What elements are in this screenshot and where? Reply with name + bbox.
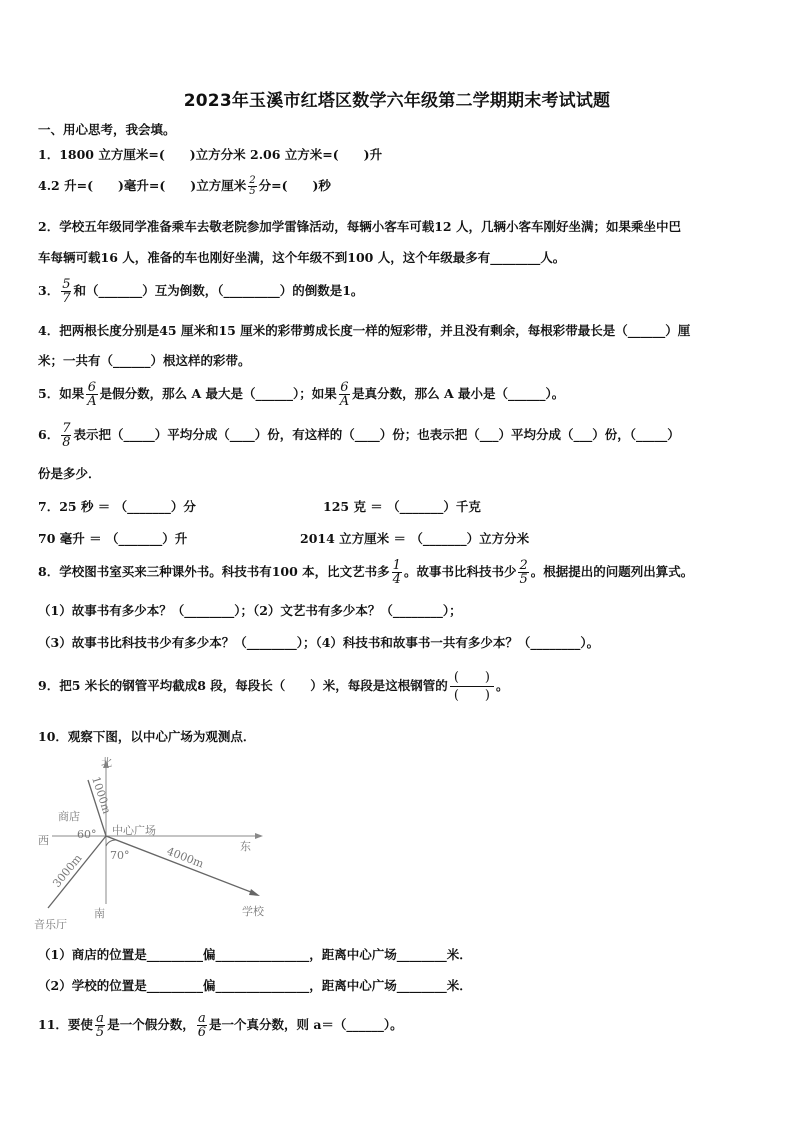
q3-text: 和（_______）互为倒数，（_________）的倒数是1。 bbox=[73, 283, 364, 298]
q6-text: 表示把（_____）平均分成（____）份，有这样的（____）份；也表示把（___）平均分成（___）份，（_____） bbox=[73, 427, 680, 442]
q1-frac-den: 5 bbox=[249, 186, 256, 197]
question-2-line-2: 车每辆可载16 人，准备的车也刚好坐满，这个年级不到100 人，这个年级最多有________人。 bbox=[38, 250, 566, 265]
q8-text-2: 。故事书比科技书少 bbox=[403, 564, 517, 579]
q11-text-3: 是一个真分数，则 a＝（______）。 bbox=[208, 1017, 403, 1032]
q8-text-1: 8．学校图书室买来三种课外书。科技书有100 本，比文艺书多 bbox=[38, 564, 390, 579]
angle-arc-70 bbox=[106, 840, 116, 846]
ray-to-concert-hall bbox=[48, 836, 106, 908]
q5-fraction-1 bbox=[86, 381, 97, 408]
q8-f1-den: 4 bbox=[392, 572, 401, 587]
direction-diagram bbox=[34, 756, 284, 936]
question-8-line-1 bbox=[38, 559, 693, 586]
q11-f2-den: 6 bbox=[197, 1025, 206, 1040]
q11-fraction-1 bbox=[95, 1012, 105, 1039]
label-west: 西 bbox=[38, 834, 49, 847]
q3-frac-num: 5 bbox=[62, 277, 71, 292]
q5-fraction-2 bbox=[339, 381, 350, 408]
q6-prefix: 6． bbox=[38, 427, 60, 442]
q8-text-3: 。根据提出的问题列出算式。 bbox=[530, 564, 694, 579]
label-concert-hall: 音乐厅 bbox=[34, 918, 67, 931]
q9-frac-num: ( ) bbox=[450, 669, 494, 687]
section-heading: 一、用心思考，我会填。 bbox=[38, 122, 176, 137]
exam-title: 2023年玉溪市红塔区数学六年级第二学期期末考试试题 bbox=[183, 91, 611, 111]
q1-text-a: 4.2 升=( )毫升=( )立方厘米 bbox=[38, 178, 247, 193]
question-7-a: 7．25 秒 ＝ （_______）分 bbox=[38, 499, 196, 514]
question-2-line-1: 2．学校五年级同学准备乘车去敬老院参加学雷锋活动，每辆小客车可载12 人，几辆小客车刚好坐满；如果乘坐中巴 bbox=[38, 219, 681, 234]
q3-frac-den: 7 bbox=[62, 291, 71, 306]
question-10-line-1: 10．观察下图，以中心广场为观测点． bbox=[38, 729, 256, 744]
q8-fraction-2 bbox=[518, 559, 528, 586]
q5-f1-den: A bbox=[87, 394, 97, 409]
question-10-sub-1: （1）商店的位置是_________偏_______________，距离中心广场________米． bbox=[38, 947, 472, 962]
question-5 bbox=[38, 381, 564, 408]
q6-frac-num: 7 bbox=[62, 421, 71, 436]
q1-fraction bbox=[248, 176, 256, 197]
q8-f1-num: 1 bbox=[392, 558, 401, 573]
q5-f2-num: 6 bbox=[340, 380, 349, 395]
q11-text-1: 11．要使 bbox=[38, 1017, 93, 1032]
q8-fraction-1 bbox=[392, 559, 402, 586]
question-6-line-2: 份是多少． bbox=[38, 466, 101, 481]
label-angle-60: 60° bbox=[77, 828, 97, 841]
label-east: 东 bbox=[240, 840, 251, 853]
label-angle-70: 70° bbox=[110, 849, 130, 862]
question-7-d: 2014 立方厘米 ＝ （_______）立方分米 bbox=[300, 531, 530, 546]
question-8-line-2: （1）故事书有多少本？（________）；（2）文艺书有多少本？（________）； bbox=[38, 603, 462, 618]
q5-text-1: 5．如果 bbox=[38, 386, 85, 401]
question-7-b: 125 克 ＝ （_______）千克 bbox=[323, 499, 481, 514]
label-south: 南 bbox=[94, 907, 105, 920]
q5-text-2: 是假分数，那么 A 最大是（______）；如果 bbox=[99, 386, 337, 401]
q8-f2-den: 5 bbox=[519, 572, 528, 587]
question-9 bbox=[38, 669, 508, 704]
question-3 bbox=[38, 278, 363, 305]
ray-to-school bbox=[106, 836, 256, 894]
q1-frac-num: 2 bbox=[249, 175, 256, 186]
question-8-line-3: （3）故事书比科技书少有多少本？（________）；（4）科技书和故事书一共有多少本？（________）。 bbox=[38, 635, 600, 650]
q9-fraction bbox=[450, 669, 494, 704]
q5-f2-den: A bbox=[339, 394, 350, 409]
question-10-sub-2: （2）学校的位置是_________偏_______________，距离中心广场________米． bbox=[38, 978, 472, 993]
q9-text: 9．把5 米长的钢管平均截成8 段，每段长（ ）米，每段是这根钢管的 bbox=[38, 678, 448, 693]
q6-frac-den: 8 bbox=[62, 435, 71, 450]
label-distance-1000: 1000m bbox=[89, 774, 114, 816]
question-1-line-1: 1．1800 立方厘米=( )立方分米 2.06 立方米=( )升 bbox=[38, 147, 383, 162]
q8-f2-num: 2 bbox=[519, 558, 528, 573]
question-7-c: 70 毫升 ＝ （_______）升 bbox=[38, 531, 188, 546]
question-1-line-2 bbox=[38, 176, 331, 197]
q11-f1-num: a bbox=[96, 1011, 104, 1026]
question-4-line-2: 米；一共有（______）根这样的彩带。 bbox=[38, 353, 251, 368]
q9-end: 。 bbox=[495, 678, 509, 693]
q3-fraction bbox=[61, 278, 71, 305]
label-distance-3000: 3000m bbox=[50, 851, 85, 890]
label-north: 北 bbox=[101, 756, 112, 769]
question-6 bbox=[38, 422, 680, 449]
east-arrow-icon bbox=[255, 833, 263, 839]
q5-f1-num: 6 bbox=[87, 380, 97, 395]
label-center: 中心广场 bbox=[112, 824, 156, 837]
q11-f1-den: 5 bbox=[95, 1025, 105, 1040]
q11-text-2: 是一个假分数， bbox=[107, 1017, 195, 1032]
school-arrow-icon bbox=[249, 889, 260, 896]
label-shop: 商店 bbox=[58, 810, 80, 823]
label-distance-4000: 4000m bbox=[164, 844, 206, 871]
q6-fraction bbox=[61, 422, 71, 449]
question-11 bbox=[38, 1012, 403, 1039]
q11-f2-num: a bbox=[197, 1011, 206, 1026]
question-4-line-1: 4．把两根长度分别是45 厘米和15 厘米的彩带剪成长度一样的短彩带，并且没有剩余，每根彩带最长是（______）厘 bbox=[38, 323, 691, 338]
q9-frac-den: ( ) bbox=[453, 688, 490, 703]
q3-prefix: 3． bbox=[38, 283, 60, 298]
q5-text-3: 是真分数，那么 A 最小是（______）。 bbox=[352, 386, 565, 401]
q1-text-b: 分=( )秒 bbox=[258, 178, 331, 193]
label-school: 学校 bbox=[242, 905, 264, 918]
q11-fraction-2 bbox=[197, 1012, 207, 1039]
